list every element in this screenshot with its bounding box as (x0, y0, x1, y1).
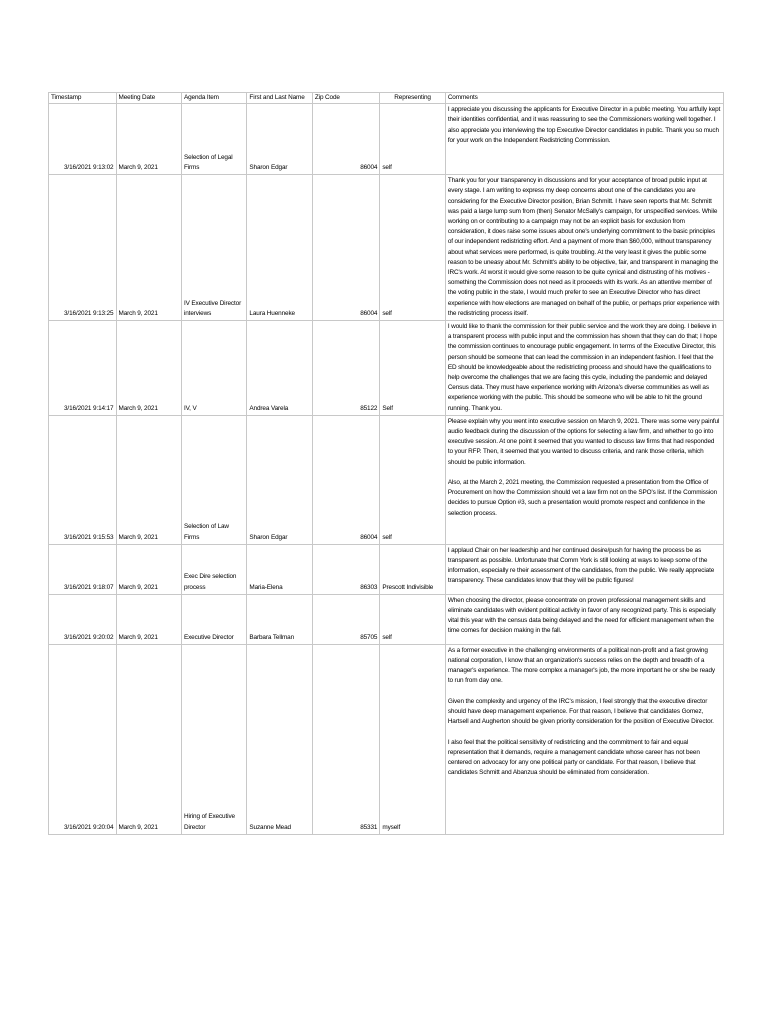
cell-agenda-item: Selection of Legal Firms (181, 104, 246, 175)
table-row (49, 321, 724, 416)
cell-name: Sharon Edgar (247, 104, 312, 175)
cell-zip: 86004 (312, 104, 380, 175)
cell-name: Barbara Tellman (247, 594, 312, 644)
comment-paragraph: I would like to thank the commission for their public service and the work they are doing. I believe in a transparent process with public input and the commission has shown that they can do that; I hope the commission continues to encourage public engagement. In terms of the Executive Director, this person should be someone that can lead the commission in an independent fashion. I feel that the ED should be knowledgeable about the redistricting process and should have the qualifications to help overcome the challenges that we are facing this cycle, including the pandemic and delayed Census data. They must have experience working with Arizona's diverse communities as well as experience working with the public. This should be someone who will be able to hit the ground running. Thank you. (447, 323, 718, 412)
cell-timestamp: 3/16/2021 9:20:04 (49, 644, 117, 834)
cell-meeting-date: March 9, 2021 (116, 104, 181, 175)
cell-meeting-date: March 9, 2021 (116, 415, 181, 544)
comment-paragraph: When choosing the director, please concentrate on proven professional management skills and eliminate candidates with evident political activity in favor of any recognized party. This is especially vital this year with the census data being delayed and the need for efficient management when the time comes for decision making in the fall. (447, 596, 716, 635)
cell-meeting-date: March 9, 2021 (116, 594, 181, 644)
table-row (49, 104, 724, 175)
comment-paragraph: Also, at the March 2, 2021 meeting, the Commission requested a presentation from the Office of Procurement on how the Commission should vet a law firm not on the SPO's list. If the Commission decides to pursue Option #3, such a presentation would promote respect and confidence in the selection process. (447, 479, 718, 517)
comment-paragraph: As a former executive in the challenging environments of a political non-profit and a fast growing national corporation, I know that an organization's success relies on the depth and breadth of a manager's experience. The more complex a manager's job, the more important he or she be ready to run from day one. (447, 646, 715, 685)
cell-representing: self (380, 415, 445, 544)
cell-representing: myself (380, 644, 445, 834)
cell-name: Andrea Varela (247, 321, 312, 416)
cell-agenda-item: IV, V (181, 321, 246, 416)
cell-meeting-date: March 9, 2021 (116, 544, 181, 594)
cell-zip: 86004 (312, 175, 380, 321)
cell-zip: 85331 (312, 644, 380, 834)
cell-agenda-item: Exec Dire selection process (181, 544, 246, 594)
table-row (49, 594, 724, 644)
cell-comments (445, 321, 723, 416)
header-representing: Representing (380, 93, 445, 104)
cell-representing: self (380, 594, 445, 644)
comment-paragraph: Please explain why you went into executive session on March 9, 2021. There was some very painful audio feedback during the discussion of the options for selecting a law firm, and whether to go into executive session. At one point it seemed that you wanted to discuss law firms that had responded to your RFP. Then, it seemed that you wanted to discuss criteria, and rank those criteria, which should be public information. (447, 417, 720, 466)
public-comments-table (48, 92, 724, 835)
cell-agenda-item: Hiring of Executive Director (181, 644, 246, 834)
header-zip: Zip Code (312, 93, 380, 104)
cell-comments (445, 544, 723, 594)
cell-comments (445, 644, 723, 834)
cell-zip: 85705 (312, 594, 380, 644)
cell-comments (445, 594, 723, 644)
cell-name: Sharon Edgar (247, 415, 312, 544)
cell-comments (445, 415, 723, 544)
cell-agenda-item: Selection of Law Firms (181, 415, 246, 544)
cell-comments (445, 104, 723, 175)
cell-zip: 86004 (312, 415, 380, 544)
cell-comments (445, 175, 723, 321)
header-agenda-item: Agenda Item (181, 93, 246, 104)
comment-paragraph: I also feel that the political sensitivity of redistricting and the commitment to fair and equal representation that it demands, require a management candidate whose career has not been centered on advocacy for any one political party or candidate. For that reason, I believe that candidates Schmitt and Abanzua should be eliminated from consideration. (447, 738, 700, 777)
cell-timestamp: 3/16/2021 9:14:17 (49, 321, 117, 416)
cell-name: Laura Huenneke (247, 175, 312, 321)
table-row (49, 544, 724, 594)
cell-timestamp: 3/16/2021 9:18:07 (49, 544, 117, 594)
header-row (49, 93, 724, 104)
header-name: First and Last Name (247, 93, 312, 104)
cell-name: Maria-Elena (247, 544, 312, 594)
cell-zip: 86303 (312, 544, 380, 594)
cell-representing: Self (380, 321, 445, 416)
header-timestamp: Timestamp (49, 93, 117, 104)
cell-representing: Prescott Indivisible (380, 544, 445, 594)
cell-timestamp: 3/16/2021 9:13:02 (49, 104, 117, 175)
cell-timestamp: 3/16/2021 9:20:02 (49, 594, 117, 644)
comment-paragraph: I appreciate you discussing the applicants for Executive Director in a public meeting. You artfully kept their identities confidential, and it was reassuring to see the Commissioners working well together. I also appreciate you interviewing the top Executive Director candidates in public. Thank you so much for your work on the Independent Redistricting Commission. (447, 106, 721, 144)
comment-paragraph: Thank you for your transparency in discussions and for your acceptance of broad public input at every stage. I am writing to express my deep concerns about one of the candidates you are considering for the Executive Director position, Brian Schmitt. I have seen reports that Mr. Schmitt was paid a large lump sum from (then) Senator McSally's campaign, for unspecified services. While working on or contributing to a campaign may not be an explicit basis for exclusion from consideration, it does raise some issues about one's underlying commitment to the basic principles of our independent redistricting effort. And a payment of more than $60,000, without transparency about what services were performed, is quite troubling. At the very least it gives the public some reason to be uneasy about Mr. Schmitt's ability to be objective, fair, and transparent in managing the IRC's work. At worst it would give some reason to be quite cynical and distrusting of his motives - something the Commission does not need as it proceeds with its work. As an attentive member of the voting public in the state, I would much prefer to see an Executive Director who has direct experience with how elections are managed on behalf of the public, or perhaps prior experience with the redistricting process itself. (447, 177, 720, 317)
comment-paragraph: Given the complexity and urgency of the IRC's mission, I feel strongly that the executive director should have deep management experience. For that reason, I believe that candidates Gomez, Hartsell and Augherton should be given priority consideration for the position of Executive Director. (447, 697, 714, 726)
header-meeting-date: Meeting Date (116, 93, 181, 104)
comment-paragraph: I applaud Chair on her leadership and her continued desire/push for having the process be as transparent as possible. Unfortunate that Comm York is still looking at ways to keep some of the information, especially re their assessment of the candidates, from the public. We really appreciate transparency. These candidates know that they will be public figures! (447, 546, 715, 585)
cell-timestamp: 3/16/2021 9:15:53 (49, 415, 117, 544)
cell-meeting-date: March 9, 2021 (116, 175, 181, 321)
table-row (49, 644, 724, 834)
cell-agenda-item: IV Executive Director interviews (181, 175, 246, 321)
cell-representing: self (380, 175, 445, 321)
table-row (49, 415, 724, 544)
cell-name: Suzanne Mead (247, 644, 312, 834)
cell-meeting-date: March 9, 2021 (116, 644, 181, 834)
cell-representing: self (380, 104, 445, 175)
cell-timestamp: 3/16/2021 9:13:25 (49, 175, 117, 321)
cell-agenda-item: Executive Director (181, 594, 246, 644)
cell-meeting-date: March 9, 2021 (116, 321, 181, 416)
cell-zip: 85122 (312, 321, 380, 416)
header-comments: Comments (445, 93, 723, 104)
table-row (49, 175, 724, 321)
